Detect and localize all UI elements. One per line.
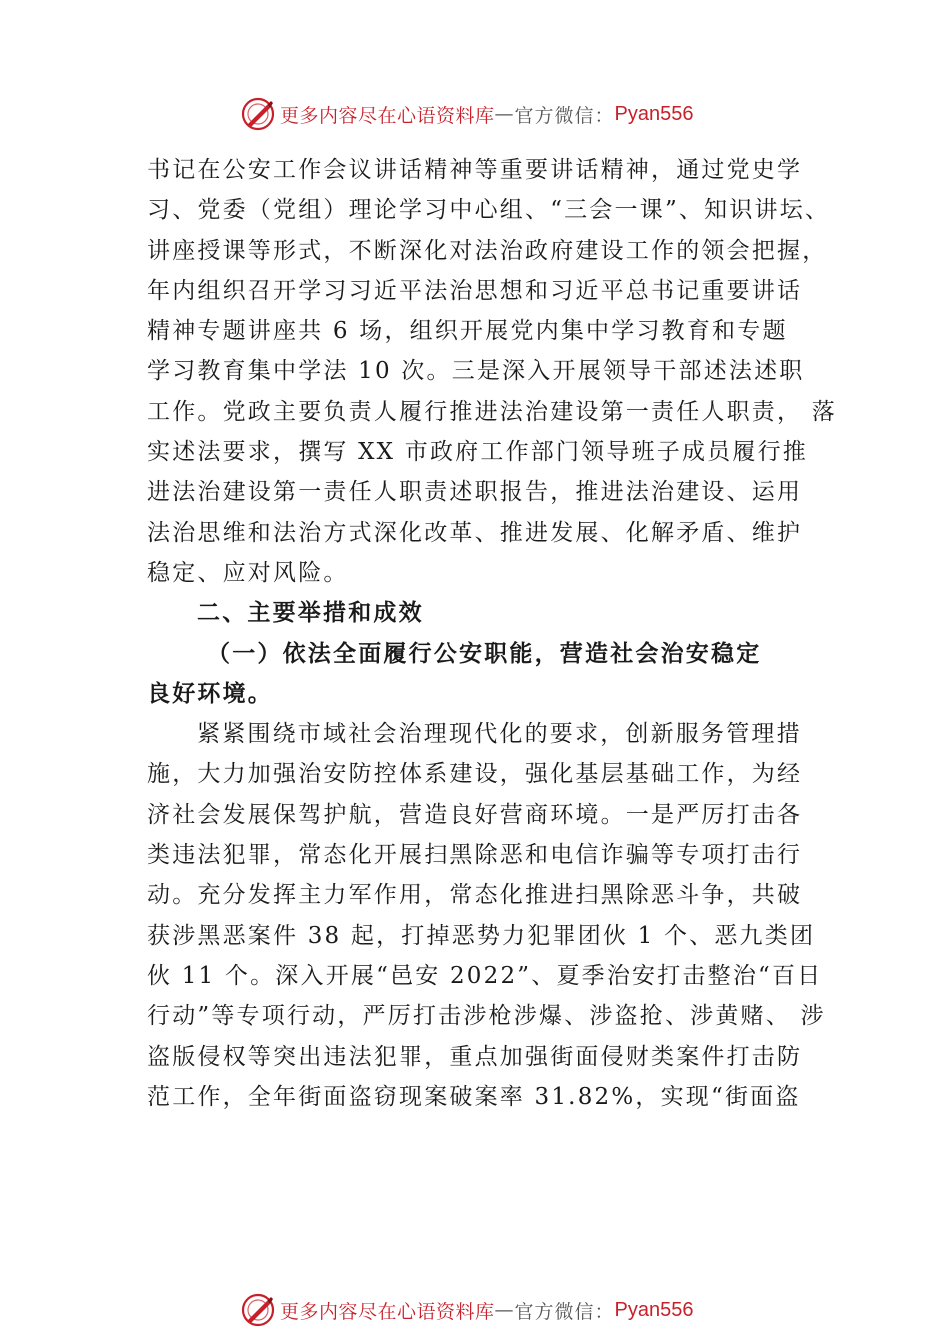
text-line: 工作。党政主要负责人履行推进法治建设第一责任人职责， 落 bbox=[147, 398, 837, 425]
paragraph-start: 紧紧围绕市域社会治理现代化的要求，创新服务管理措 bbox=[197, 721, 802, 748]
text-line: 法治思维和法治方式深化改革、推进发展、化解矛盾、维护 bbox=[147, 519, 803, 546]
subsection-heading-cont: 良好环境。 bbox=[147, 679, 273, 707]
text-line: 盗版侵权等突出违法犯罪，重点加强街面侵财类案件打击防 bbox=[147, 1043, 803, 1070]
watermark-brand: 更多内容尽在心语资料库 bbox=[280, 104, 495, 127]
text-line: 施，大力加强治安防控体系建设，强化基层基础工作，为经 bbox=[147, 761, 803, 788]
text-line: 范工作，全年街面盗窃现案破案率 31.82%，实现“街面盗 bbox=[147, 1083, 801, 1110]
text-line: 济社会发展保驾护航，营造良好营商环境。一是严厉打击各 bbox=[147, 801, 803, 828]
text-line: 年内组织召开学习习近平法治思想和习近平总书记重要讲话 bbox=[147, 277, 803, 304]
text-line: 讲座授课等形式，不断深化对法治政府建设工作的领会把握， bbox=[147, 237, 828, 264]
watermark-wechat-id: Pyan556 bbox=[614, 102, 694, 125]
watermark-header bbox=[240, 96, 694, 132]
watermark-wechat-id: Pyan556 bbox=[614, 1298, 694, 1321]
text-line: 学习教育集中学法 10 次。三是深入开展领导干部述法述职 bbox=[147, 358, 805, 385]
text-line: 动。充分发挥主力军作用，常态化推进扫黑除恶斗争，共破 bbox=[147, 882, 803, 909]
text-line: 进法治建设第一责任人职责述职报告，推进法治建设、运用 bbox=[147, 479, 803, 506]
text-line: 实述法要求，撰写 XX 市政府工作部门领导班子成员履行推 bbox=[147, 439, 808, 466]
subsection-heading: （一）依法全面履行公安职能，营造社会治安稳定 bbox=[207, 639, 762, 667]
text-line: 习、党委（党组）理论学习中心组、“三会一课”、知识讲坛、 bbox=[147, 197, 831, 224]
text-line: 伙 11 个。深入开展“邑安 2022”、夏季治安打击整治“百日 bbox=[147, 962, 823, 989]
text-line: 稳定、应对风险。 bbox=[147, 559, 349, 586]
brand-logo-icon bbox=[240, 1292, 276, 1328]
text-line: 获涉黑恶案件 38 起，打掉恶势力犯罪团伙 1 个、恶九类团 bbox=[147, 922, 816, 949]
section-heading: 二、主要举措和成效 bbox=[197, 600, 424, 627]
text-line: 精神专题讲座共 6 场，组织开展党内集中学习教育和专题 bbox=[147, 318, 788, 345]
text-line: 行动”等专项行动，严厉打击涉枪涉爆、涉盗抢、涉黄赌、 涉 bbox=[147, 1003, 826, 1030]
text-line: 书记在公安工作会议讲话精神等重要讲话精神，通过党史学 bbox=[147, 157, 803, 183]
watermark-separator: — bbox=[494, 1299, 515, 1321]
brand-logo-icon bbox=[240, 96, 276, 132]
watermark-separator: — bbox=[494, 103, 515, 125]
watermark-label: 官方微信： bbox=[514, 104, 615, 127]
watermark-footer bbox=[240, 1292, 694, 1328]
watermark-brand: 更多内容尽在心语资料库 bbox=[280, 1300, 495, 1323]
text-line: 类违法犯罪，常态化开展扫黑除恶和电信诈骗等专项打击行 bbox=[147, 842, 803, 869]
watermark-label: 官方微信： bbox=[514, 1300, 615, 1323]
document-body bbox=[147, 150, 837, 1117]
